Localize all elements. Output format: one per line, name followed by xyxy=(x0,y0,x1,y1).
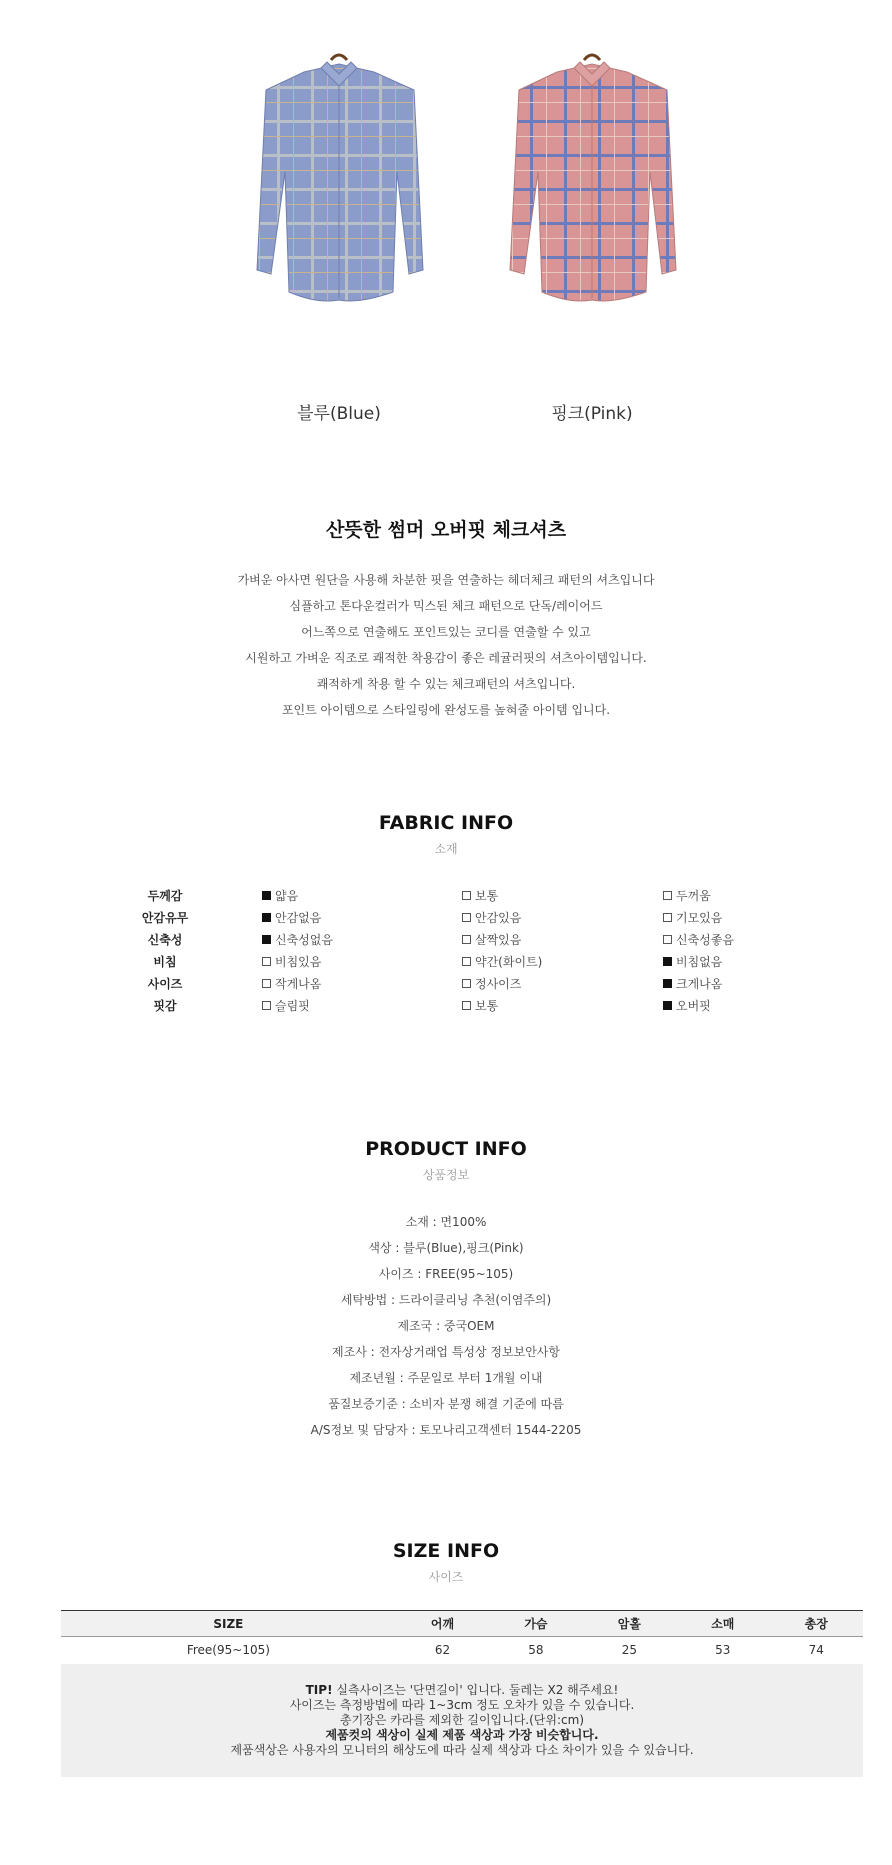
cell-size: Free(95~105) xyxy=(186,1642,270,1657)
cell-sleeve: 53 xyxy=(715,1642,731,1657)
description-line: 쾌적하게 착용 할 수 있는 체크패턴의 셔츠입니다. xyxy=(316,677,576,691)
fabric-info-title: FABRIC INFO xyxy=(378,812,514,834)
product-info-section xyxy=(0,1138,892,1443)
checked-box-icon xyxy=(663,1001,672,1010)
description-line: 가벼운 아사면 원단을 사용해 차분한 핏을 연출하는 헤더체크 패턴의 셔츠입니다 xyxy=(237,573,655,587)
fabric-option xyxy=(462,975,521,992)
header-size: SIZE xyxy=(61,1611,396,1637)
description-line: 심플하고 톤다운컬러가 믹스된 체크 패턴으로 단독/레이어드 xyxy=(289,599,603,613)
unchecked-box-icon xyxy=(462,957,471,966)
description-lines xyxy=(0,567,892,723)
tip-text: 실측사이즈는 '단면길이' 입니다. 둘레는 X2 해주세요! xyxy=(332,1683,619,1697)
fabric-option-label: 정사이즈 xyxy=(475,977,522,991)
description-line: 어느쪽으로 연출해도 포인트있는 코디를 연출할 수 있고 xyxy=(301,625,591,639)
fabric-row-label: 비침 xyxy=(153,955,177,969)
product-color-section xyxy=(0,52,892,432)
fabric-option xyxy=(462,931,521,948)
product-info-subtitle: 상품정보 xyxy=(422,1168,470,1182)
cell-chest: 58 xyxy=(528,1642,544,1657)
size-info-subtitle: 사이즈 xyxy=(428,1570,464,1584)
checked-box-icon xyxy=(262,913,271,922)
unchecked-box-icon xyxy=(462,891,471,900)
shirt-image-pink[interactable] xyxy=(462,52,722,352)
header-length: 총장 xyxy=(770,1611,864,1637)
unchecked-box-icon xyxy=(262,957,271,966)
unchecked-box-icon xyxy=(462,1001,471,1010)
fabric-option-label: 신축성좋음 xyxy=(676,933,734,947)
header-shoulder: 어깨 xyxy=(396,1611,489,1637)
unchecked-box-icon xyxy=(663,913,672,922)
fabric-option xyxy=(663,975,722,992)
fabric-option-label: 얇음 xyxy=(275,889,299,903)
product-description xyxy=(0,515,892,723)
unchecked-box-icon xyxy=(462,979,471,988)
description-line: 포인트 아이템으로 스타일링에 완성도를 높혀줄 아이템 입니다. xyxy=(281,703,611,717)
fabric-option xyxy=(462,887,498,904)
fabric-option xyxy=(663,909,722,926)
tip-line-4: 제품컷의 색상이 실제 제품 색상과 가장 비슷합니다. xyxy=(325,1728,599,1742)
fabric-option xyxy=(262,887,298,904)
cell-armhole: 25 xyxy=(621,1642,637,1657)
unchecked-box-icon xyxy=(462,935,471,944)
fabric-option-label: 비침없음 xyxy=(676,955,723,969)
size-table xyxy=(61,1610,863,1663)
description-line: 시원하고 가벼운 직조로 쾌적한 착용감이 좋은 레귤러핏의 셔츠아이템입니다. xyxy=(245,651,647,665)
product-caption-pink: 핑크(Pink) xyxy=(551,404,633,424)
header-armhole: 암홀 xyxy=(583,1611,676,1637)
fabric-option-label: 슬림핏 xyxy=(275,999,310,1013)
unchecked-box-icon xyxy=(663,891,672,900)
fabric-option xyxy=(663,931,734,948)
fabric-option xyxy=(663,953,722,970)
unchecked-box-icon xyxy=(663,935,672,944)
description-title: 산뜻한 썸머 오버핏 체크셔츠 xyxy=(325,519,567,541)
info-material: 소재 : 면100% xyxy=(405,1215,487,1229)
fabric-option-label: 작게나옴 xyxy=(275,977,322,991)
header-chest: 가슴 xyxy=(489,1611,582,1637)
fabric-option-label: 비침있음 xyxy=(275,955,322,969)
product-info-list xyxy=(0,1209,892,1443)
fabric-row xyxy=(0,997,892,1023)
unchecked-box-icon xyxy=(262,1001,271,1010)
checked-box-icon xyxy=(663,979,672,988)
fabric-option xyxy=(262,975,321,992)
product-pink[interactable] xyxy=(462,52,722,424)
fabric-option-label: 기모있음 xyxy=(676,911,723,925)
fabric-option-label: 살짝있음 xyxy=(475,933,522,947)
fabric-option-label: 안감없음 xyxy=(275,911,322,925)
fabric-option-label: 두꺼움 xyxy=(676,889,711,903)
header-sleeve: 소매 xyxy=(676,1611,769,1637)
checked-box-icon xyxy=(262,891,271,900)
cell-length: 74 xyxy=(808,1642,824,1657)
fabric-row-label: 핏감 xyxy=(153,999,177,1013)
info-manufacture-date: 제조년월 : 주문일로 부터 1개월 이내 xyxy=(349,1371,543,1385)
fabric-option-label: 신축성없음 xyxy=(275,933,333,947)
fabric-option xyxy=(262,931,333,948)
info-quality: 품질보증기준 : 소비자 분쟁 해결 기준에 따름 xyxy=(328,1397,564,1411)
size-info-section xyxy=(0,1540,892,1757)
info-color: 색상 : 블루(Blue),핑크(Pink) xyxy=(368,1241,524,1255)
fabric-option-label: 오버핏 xyxy=(676,999,711,1013)
fabric-option-label: 안감있음 xyxy=(475,911,522,925)
fabric-row-label: 신축성 xyxy=(147,933,183,947)
fabric-option xyxy=(262,909,321,926)
fabric-option-label: 크게나옴 xyxy=(676,977,723,991)
tip-line-1 xyxy=(61,1683,863,1698)
product-blue[interactable] xyxy=(209,52,469,424)
info-country: 제조국 : 중국OEM xyxy=(397,1319,495,1333)
fabric-option-label: 약간(화이트) xyxy=(475,955,543,969)
fabric-info-section xyxy=(0,812,892,1013)
fabric-option xyxy=(462,997,498,1014)
fabric-option xyxy=(262,997,310,1014)
tip-line-3: 총기장은 카라를 제외한 길이입니다.(단위:cm) xyxy=(339,1713,585,1727)
tip-line-2: 사이즈는 측정방법에 따라 1~3cm 정도 오차가 있을 수 있습니다. xyxy=(289,1698,635,1712)
fabric-option xyxy=(663,887,711,904)
size-tip-box xyxy=(61,1664,863,1777)
unchecked-box-icon xyxy=(262,979,271,988)
fabric-row-label: 사이즈 xyxy=(147,977,183,991)
info-washing: 세탁방법 : 드라이클리닝 추천(이염주의) xyxy=(340,1293,552,1307)
unchecked-box-icon xyxy=(462,913,471,922)
size-info-title: SIZE INFO xyxy=(392,1540,500,1562)
fabric-option xyxy=(462,909,521,926)
fabric-option-label: 보통 xyxy=(475,889,499,903)
fabric-option xyxy=(462,953,542,970)
info-as-contact: A/S정보 및 담당자 : 토모나리고객센터 1544-2205 xyxy=(310,1423,582,1437)
cell-shoulder: 62 xyxy=(434,1642,451,1657)
tip-label: TIP! xyxy=(305,1683,333,1697)
info-manufacturer: 제조사 : 전자상거래업 특성상 정보보안사항 xyxy=(332,1345,560,1359)
fabric-info-subtitle: 소재 xyxy=(434,842,458,856)
fabric-option-label: 보통 xyxy=(475,999,499,1013)
fabric-option xyxy=(663,997,711,1014)
table-row xyxy=(61,1637,863,1663)
product-caption-blue: 블루(Blue) xyxy=(297,404,381,424)
product-info-title: PRODUCT INFO xyxy=(365,1138,527,1160)
size-table-header xyxy=(61,1611,863,1637)
fabric-row-label: 두께감 xyxy=(147,889,183,903)
checked-box-icon xyxy=(262,935,271,944)
tip-line-5: 제품색상은 사용자의 모니터의 해상도에 따라 실제 색상과 다소 차이가 있을 수 있습니다. xyxy=(230,1743,694,1757)
fabric-option xyxy=(262,953,321,970)
fabric-row-label: 안감유무 xyxy=(141,911,189,925)
info-size: 사이즈 : FREE(95~105) xyxy=(378,1267,514,1281)
shirt-image-blue[interactable] xyxy=(209,52,469,352)
checked-box-icon xyxy=(663,957,672,966)
